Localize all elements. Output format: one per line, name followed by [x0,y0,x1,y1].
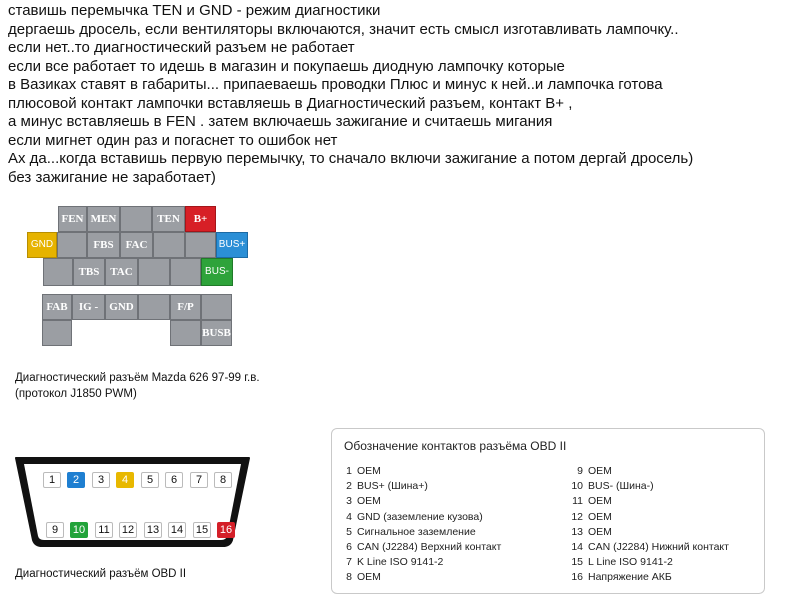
pin-fac [120,232,153,258]
pin-label: FBS [93,239,114,251]
legend-row [336,510,483,525]
legend-pin-number: 6 [346,541,352,553]
pin-empty [170,258,201,286]
obd-pin-4: 4 [116,472,134,488]
pin-fp [170,294,201,320]
legend-pin-description: OEM [588,495,612,508]
pin-ten [152,206,185,232]
legend-pin-description: OEM [588,525,612,538]
pin-label: BUS- [205,266,229,277]
pin-label: BUS+ [218,239,246,250]
pin-empty [170,320,201,346]
pin-gnd [27,232,57,258]
pin-label: TAC [110,266,133,278]
pin-men [87,206,120,232]
legend-row [567,555,673,570]
legend-row [336,525,476,540]
legend-pin-number: 5 [346,525,352,538]
pin-empty [138,258,170,286]
obd-pin-16: 16 [217,522,235,538]
pin-ig-minus [72,294,105,320]
pin-empty [201,294,232,320]
pin-fen [58,206,87,232]
mazda-caption-line1: Диагностический разъём Mazda 626 97-99 г.в. [15,372,260,384]
legend-pin-number: 7 [346,556,352,569]
instruction-line: дергаешь дросель, если вентиляторы включаются, значит есть смысл изготавливать лампочку.. [8,20,679,38]
legend-pin-description: CAN (J2284) Верхний контакт [357,541,502,553]
legend-pin-number: 14 [571,541,583,553]
legend-row [336,555,443,570]
obd-pin-10: 10 [70,522,88,538]
mazda-caption-line2: (протокол J1850 PWM) [15,388,137,400]
pin-label: TBS [78,266,100,278]
pin-label: GND [109,301,134,313]
pin-empty [153,232,185,258]
legend-row [567,570,672,585]
legend-row [567,464,612,479]
legend-pin-description: OEM [357,465,381,477]
pin-fbs [87,232,120,258]
pin-gnd2 [105,294,138,320]
legend-pin-description: GND (заземление кузова) [357,510,483,523]
pin-label: GND [30,239,54,250]
pin-busb [201,320,232,346]
pin-label: MEN [90,213,117,225]
pin-label: FAC [125,239,148,251]
pin-b-plus [185,206,216,232]
legend-pin-description: OEM [357,495,381,508]
obd-pin-3: 3 [92,472,110,488]
instruction-line: в Вазиках ставят в габариты... припаеваешь проводки Плюс и минус к ней..и лампочка готова [8,76,663,93]
obd-pin-7: 7 [190,472,208,488]
legend-row [336,479,428,494]
pin-tac [105,258,138,286]
legend-row [567,540,729,555]
pin-bus-plus [216,232,248,258]
legend-pin-number: 8 [346,571,352,584]
obd-pin-12: 12 [119,522,137,538]
legend-row [336,540,501,555]
legend-pin-number: 9 [577,465,583,477]
pin-label: FEN [61,213,84,225]
legend-pin-number: 4 [346,510,352,523]
instruction-line: если все работает то идешь в магазин и покупаешь диодную лампочку которые [8,57,565,75]
legend-row [567,479,654,494]
pin-label: F/P [177,301,194,313]
pin-empty [120,206,152,232]
instruction-line: без зажигание не заработает) [8,168,216,186]
obd-pin-13: 13 [144,522,162,538]
legend-pin-number: 11 [572,495,583,508]
obd-pin-1: 1 [43,472,61,488]
legend-pin-description: Сигнальное заземление [357,525,476,538]
obd-pin-5: 5 [141,472,159,488]
mazda-caption [15,370,260,402]
obd-caption: Диагностический разъём OBD II [15,568,187,580]
legend-row [336,494,381,509]
obd-pin-9: 9 [46,522,64,538]
pin-empty [185,232,216,258]
obd-legend-panel [331,428,765,594]
legend-pin-description: CAN (J2284) Нижний контакт [588,541,729,553]
instruction-line: если мигнет один раз и погаснет то ошибок нет [8,131,338,149]
legend-pin-description: BUS+ (Шина+) [357,480,428,493]
pin-label: IG - [78,301,99,313]
legend-pin-description: K Line ISO 9141-2 [357,556,444,569]
pin-tbs [73,258,105,286]
legend-pin-description: BUS- (Шина-) [588,480,654,493]
obd-pin-6: 6 [165,472,183,488]
legend-pin-description: OEM [588,510,612,523]
legend-pin-number: 15 [571,556,583,569]
pin-empty [138,294,170,320]
legend-pin-number: 13 [571,525,583,538]
pin-bus-minus [201,258,233,286]
instruction-line: ставишь перемычка TEN и GND - режим диагностики [8,2,381,19]
legend-pin-number: 2 [346,480,352,493]
obd-legend-title: Обозначение контактов разъёма OBD II [344,439,567,453]
obd-pin-14: 14 [168,522,186,538]
legend-row [567,510,612,525]
instructions-text [8,2,800,187]
legend-pin-description: OEM [357,571,381,584]
legend-pin-description: Напряжение АКБ [588,571,672,584]
legend-pin-number: 12 [571,510,583,523]
pin-label: B+ [193,213,208,225]
pin-empty [42,320,72,346]
legend-pin-number: 10 [571,480,583,493]
legend-pin-number: 3 [346,495,352,508]
legend-pin-number: 16 [571,571,583,584]
legend-row [567,494,612,509]
legend-row [336,570,381,585]
pin-label: FAB [46,301,68,313]
instruction-line: если нет..то диагностический разъем не работает [8,39,355,56]
pin-fab [42,294,72,320]
pin-empty [43,258,73,286]
instruction-line: Ах да...когда вставишь первую перемычку, то сначало включи зажигание а потом дергай дросель) [8,150,694,167]
legend-pin-description: OEM [588,465,612,477]
instruction-line: а минус вставляешь в FEN . затем включаешь зажигание и считаешь мигания [8,113,553,130]
pin-label: TEN [157,213,180,225]
obd-pin-8: 8 [214,472,232,488]
legend-pin-description: L Line ISO 9141-2 [588,556,673,569]
obd-pin-15: 15 [193,522,211,538]
pin-empty [57,232,87,258]
obd-pin-2: 2 [67,472,85,488]
pin-label: BUSB [202,327,231,339]
legend-row [336,464,381,479]
instruction-line: плюсовой контакт лампочки вставляешь в Диагностический разъем, контакт В+ , [8,94,573,112]
obd-pin-11: 11 [95,522,113,538]
legend-pin-number: 1 [346,465,352,477]
legend-row [567,525,612,540]
